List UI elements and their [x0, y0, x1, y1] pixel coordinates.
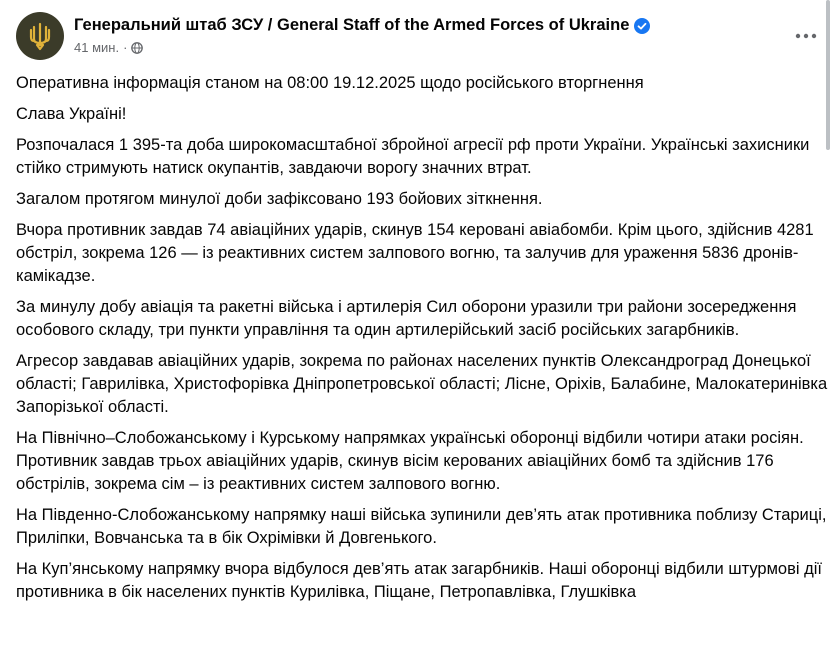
post-paragraph: Загалом протягом минулої доби зафіксовано 193 бойових зіткнення.	[16, 190, 543, 208]
post-paragraph: Оперативна інформація станом на 08:00 19.12.2025 щодо російського вторгнення	[16, 74, 644, 92]
meta-separator: ·	[123, 40, 128, 55]
avatar[interactable]	[16, 12, 64, 60]
post-time[interactable]: 41 мин.	[74, 40, 120, 55]
post-paragraph: Вчора противник завдав 74 авіаційних ударів, скинув 154 керовані авіабомби. Крім цього, здійснив 4281 обстріл, зокрема 126 — із реактивних систем залпового вогню, та залучив для ураження 5836 дронів-камікадзе.	[16, 221, 814, 285]
more-options-icon	[795, 33, 817, 39]
post-meta	[74, 40, 143, 55]
globe-icon[interactable]	[131, 42, 143, 54]
post-header	[16, 12, 830, 62]
post-paragraph: Агресор завдавав авіаційних ударів, зокрема по районах населених пунктів Олександроград Донецької області; Гаврилівка, Христофорівка Дніпропетровської області; Лісне, Оріхів, Балабине, Малокатеринівка Запорізької області.	[16, 352, 828, 416]
post-paragraph: За минулу добу авіація та ракетні війська і артилерія Сил оборони уразили три райони зосередження особового складу, три пункти управління та один артилерійський засіб російських загарбників.	[16, 298, 797, 339]
author-name[interactable]: Генеральний штаб ЗСУ / General Staff of the Armed Forces of Ukraine	[74, 16, 630, 34]
post-text	[16, 72, 828, 612]
page-name[interactable]	[74, 16, 650, 35]
trident-emblem-icon	[25, 21, 55, 51]
post-paragraph: Розпочалася 1 395-та доба широкомасштабної збройної агресії рф проти України. Українські захисники стійко стримують натиск окупантів, завдаючи ворогу значних втрат.	[16, 136, 810, 177]
verified-badge-icon	[634, 18, 650, 34]
post-paragraph: На Південно-Слобожанському напрямку наші війська зупинили дев’ять атак противника поблизу Стариці, Приліпки, Вовчанська та в бік Охрімівки й Довгенького.	[16, 506, 827, 547]
post-paragraph: На Куп’янському напрямку вчора відбулося дев’ять атак загарбників. Наші оборонці відбили штурмові дії противника в бік населених пунктів Курилівка, Піщане, Петропавлівка, Глушківка	[16, 560, 822, 601]
more-options-button[interactable]	[792, 26, 820, 46]
post-paragraph: На Північно–Слобожанському і Курському напрямках українські оборонці відбили чотири атаки росіян. Противник завдав трьох авіаційних ударів, скинув вісім керованих авіаційних бомб та здійснив 176 обстрілів, зокрема сім – із реактивних систем залпового вогню.	[16, 429, 804, 493]
post-paragraph: Слава Україні!	[16, 105, 127, 123]
